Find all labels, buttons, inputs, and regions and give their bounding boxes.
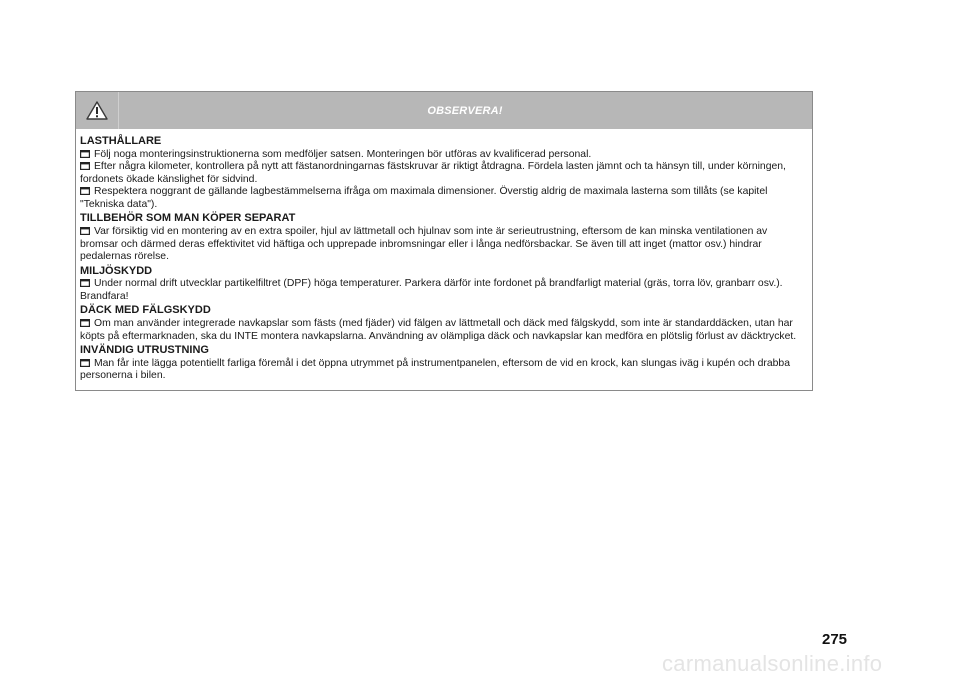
notice-item-text: Efter några kilometer, kontrollera på nytt att fästanordningarnas fästskruvar är riktigt åtdragna. Fördela lasten jämnt och ta hänsyn till, under körningen, fordonets ökade känslighet för sidvind.: [80, 161, 786, 185]
notice-item-text: Följ noga monteringsinstruktionerna som medföljer satsen. Monteringen bör utföras av kvalificerad personal.: [94, 148, 592, 160]
notice-item: [80, 161, 808, 186]
notice-item-text: Respektera noggrant de gällande lagbestämmelserna ifråga om maximala dimensioner. Överstig aldrig de maximala lasterna som tillåts (se kapitel "Tekniska data").: [80, 186, 768, 210]
book-icon: [80, 279, 90, 287]
notice-item: [80, 358, 808, 383]
book-icon: [80, 150, 90, 158]
notice-item-text: Om man använder integrerade navkapslar som fästs (med fjäder) vid fälgen av lättmetall och däck med fälgskydd, som inte är standarddäcken, utan har köpts på eftermarknaden, ska du INTE montera navkapslarna. Användning av olämpliga däck och navkapslar kan medföra en plötslig förlust av däcktrycket.: [80, 317, 797, 342]
notice-item-text: Man får inte lägga potentiellt farliga föremål i det öppna utrymmet på instrumentpanelen, eftersom de vid en krock, kan slungas iväg i kupén och drabba personerna i bilen.: [80, 357, 790, 382]
section-heading: TILLBEHÖR SOM MAN KÖPER SEPARAT: [80, 212, 296, 225]
notice-item: [80, 186, 808, 211]
watermark-text: carmanualsonline.info: [662, 651, 883, 676]
notice-item: [80, 278, 808, 303]
section-heading: DÄCK MED FÄLGSKYDD: [80, 304, 211, 317]
warning-triangle-icon: [76, 92, 119, 129]
section-heading: LASTHÅLLARE: [80, 135, 162, 147]
notice-title: OBSERVERA!: [427, 104, 503, 117]
book-icon: [80, 359, 90, 367]
book-icon: [80, 319, 90, 327]
notice-item: [80, 149, 808, 162]
notice-item-text: Under normal drift utvecklar partikelfiltret (DPF) höga temperaturer. Parkera därför inte fordonet på brandfarligt material (gräs, torra löv, granbarr osv.). Brandfara!: [80, 278, 783, 302]
book-icon: [80, 187, 90, 195]
notice-item-text: Var försiktig vid en montering av en extra spoiler, hjul av lättmetall och hjulnav som inte är serieutrustning, eftersom de kan minska ventilationen av bromsar och därmed deras effektivitet vid häftiga och upprepade inbromsningar eller i långa nedförsbackar. Se även till att inget (mattor osv.) hindrar pedalernas rörelse.: [80, 225, 768, 263]
section-heading: MILJÖSKYDD: [80, 264, 153, 277]
book-icon: [80, 227, 90, 235]
section-heading: INVÄNDIG UTRUSTNING: [80, 344, 209, 357]
notice-body: [76, 129, 812, 390]
book-icon: [80, 162, 90, 170]
warning-notice-box: [75, 91, 813, 391]
page-number: 275: [822, 631, 848, 648]
notice-item: [80, 226, 808, 264]
notice-item: [80, 318, 808, 343]
notice-header: [76, 92, 812, 129]
